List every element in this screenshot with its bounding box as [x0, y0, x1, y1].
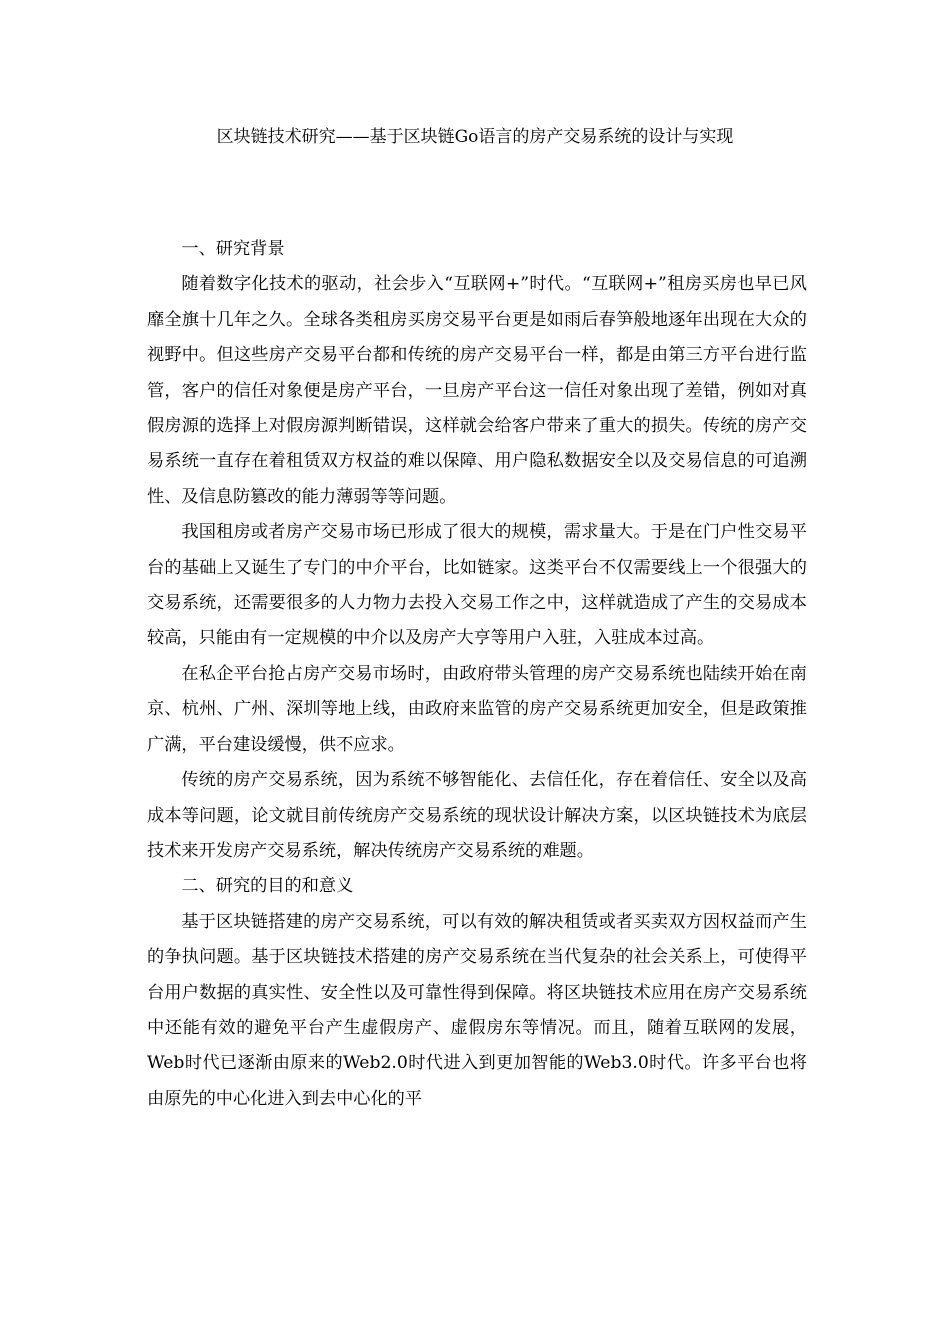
- document-title: 区块链技术研究——基于区块链Go语言的房产交易系统的设计与实现: [216, 127, 734, 147]
- paragraph: 基于区块链搭建的房产交易系统，可以有效的解决租赁或者买卖双方因权益而产生的争执问题。基于区块链技术搭建的房产交易系统在当代复杂的社会关系上，可使得平台用户数据的真实性、安全性以及可靠性得到保障。将区块链技术应用在房产交易系统中还能有效的避免平台产生虚假房产、虚假房东等情况。而且，随着互联网的发展，Web时代已逐渐由原来的Web2.0时代进入到更加智能的Web3.0时代。许多平台也将由原先的中心化进入到去中心化的平: [147, 911, 807, 1109]
- paragraph: 我国租房或者房产交易市场已形成了很大的规模，需求量大。于是在门户性交易平台的基础上又诞生了专门的中介平台，比如链家。这类平台不仅需要线上一个很强大的交易系统，还需要很多的人力物力去投入交易工作之中，这样就造成了产生的交易成本较高，只能由有一定规模的中介以及房产大亨等用户入驻，入驻成本过高。: [147, 522, 807, 649]
- paragraph: 随着数字化技术的驱动，社会步入“互联网+”时代。“互联网+”租房买房也早已风靡全旗十几年之久。全球各类租房买房交易平台更是如雨后春笋般地逐年出现在大众的视野中。但这些房产交易平台都和传统的房产交易平台一样，都是由第三方平台进行监管，客户的信任对象便是房产平台，一旦房产平台这一信任对象出现了差错，例如对真假房源的选择上对假房源判断错误，这样就会给客户带来了重大的损失。传统的房产交易系统一直存在着租赁双方权益的难以保障、用户隐私数据安全以及交易信息的可追溯性、及信息防篡改的能力薄弱等等问题。: [147, 274, 807, 507]
- document-body: [147, 232, 807, 1117]
- section-heading-background: 一、研究背景: [181, 239, 285, 259]
- section-heading-purpose: 二、研究的目的和意义: [181, 876, 354, 897]
- paragraph: 传统的房产交易系统，因为系统不够智能化、去信任化，存在着信任、安全以及高成本等问题，论文就目前传统房产交易系统的现状设计解决方案，以区块链技术为底层技术来开发房产交易系统，解决传统房产交易系统的难题。: [147, 770, 807, 861]
- paragraph: 在私企平台抢占房产交易市场时，由政府带头管理的房产交易系统也陆续开始在南京、杭州、广州、深圳等地上线，由政府来监管的房产交易系统更加安全，但是政策推广满，平台建设缓慢，供不应求。: [147, 663, 807, 755]
